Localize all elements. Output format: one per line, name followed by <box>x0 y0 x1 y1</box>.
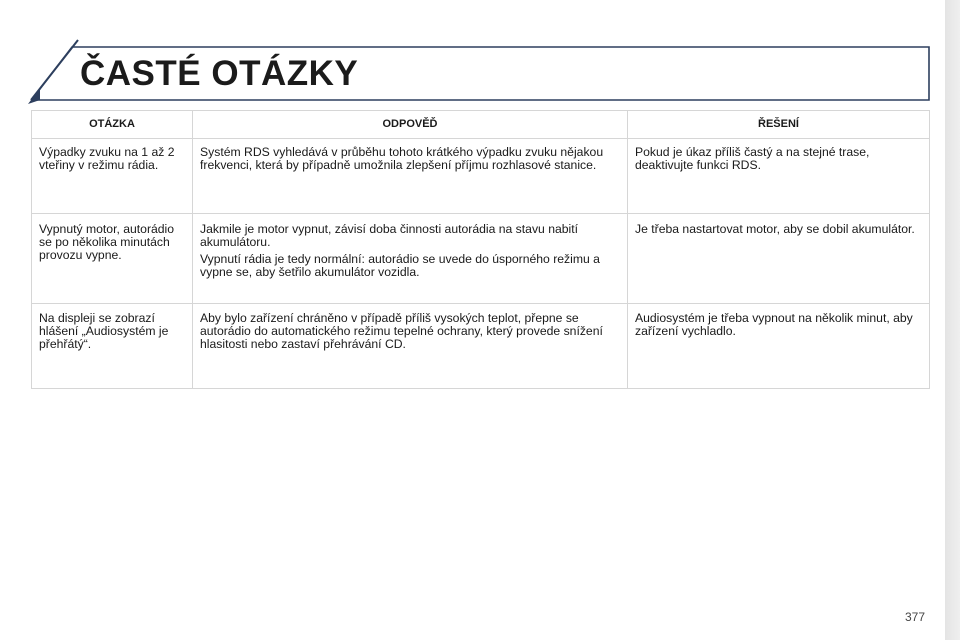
answer-cell <box>193 139 628 214</box>
page-title: ČASTÉ OTÁZKY <box>80 54 359 93</box>
solution-cell: Je třeba nastartovat motor, aby se dobil akumulátor. <box>628 214 930 304</box>
answer-paragraph: Aby bylo zařízení chráněno v případě příliš vysokých teplot, přepne se autorádio do automatického režimu tepelné ochrany, který provede snížení hlasitosti nebo zastaví přehrávání CD. <box>200 311 603 351</box>
answer-paragraph: Systém RDS vyhledává v průběhu tohoto krátkého výpadku zvuku nějakou frekvenci, která by případně umožnila zlepšení příjmu rozhlasové stanice. <box>200 145 604 172</box>
answer-cell <box>193 214 628 304</box>
column-header-answer: ODPOVĚĎ <box>193 111 628 139</box>
column-header-question: OTÁZKA <box>32 111 193 139</box>
question-cell: Vypnutý motor, autorádio se po několika minutách provozu vypne. <box>32 214 193 304</box>
answer-paragraph: Vypnutí rádia je tedy normální: autorádio se uvede do úsporného režimu a vypne se, aby šetřilo akumulátor vozidla. <box>200 252 600 279</box>
solution-cell: Pokud je úkaz příliš častý a na stejné trase, deaktivujte funkci RDS. <box>628 139 930 214</box>
solution-cell: Audiosystém je třeba vypnout na několik minut, aby zařízení vychladlo. <box>628 304 930 389</box>
table-header-row <box>32 111 930 139</box>
banner-corner-mark <box>28 88 40 104</box>
question-cell: Výpadky zvuku na 1 až 2 vteřiny v režimu rádia. <box>32 139 193 214</box>
table-row <box>32 214 930 304</box>
answer-cell <box>193 304 628 389</box>
question-cell: Na displeji se zobrazí hlášení „Audiosystém je přehřátý“. <box>32 304 193 389</box>
answer-paragraph: Jakmile je motor vypnut, závisí doba činnosti autorádia na stavu nabití akumulátoru. <box>200 222 579 249</box>
table-row <box>32 139 930 214</box>
page-number: 377 <box>905 610 926 624</box>
header-banner <box>0 0 960 110</box>
table-row <box>32 304 930 389</box>
faq-table <box>31 110 930 389</box>
column-header-solution: ŘEŠENÍ <box>628 111 930 139</box>
